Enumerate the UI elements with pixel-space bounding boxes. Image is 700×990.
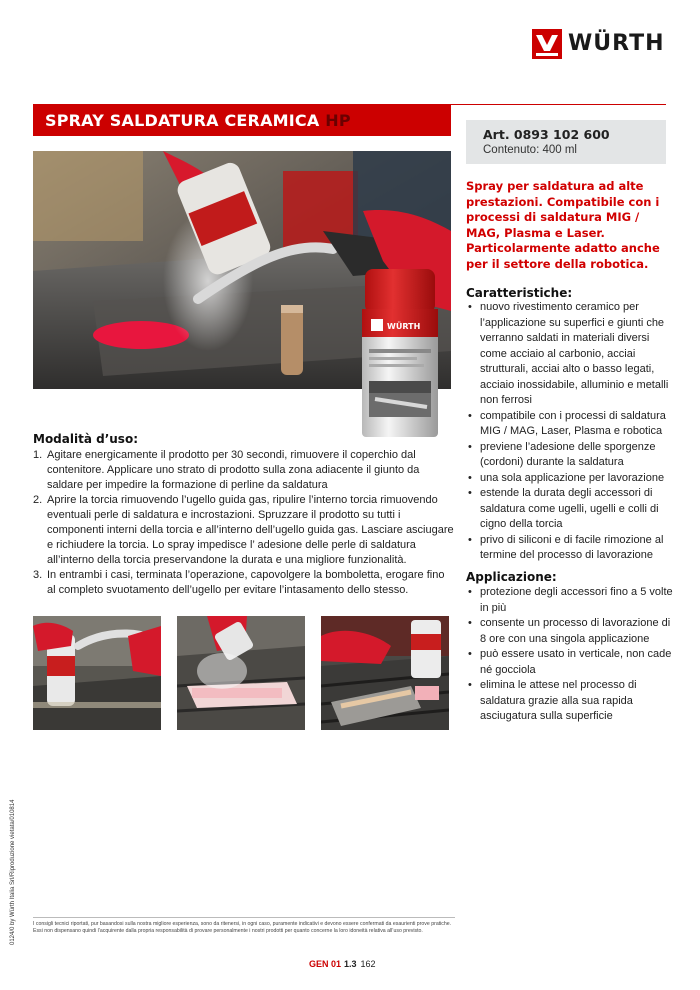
application-heading: Applicazione:: [466, 570, 557, 584]
page-footer: [309, 959, 376, 969]
logo-wordmark: WÜRTH: [568, 31, 665, 56]
article-info-box: [466, 120, 666, 164]
spray-can-image: [357, 269, 443, 441]
article-number: Art. 0893 102 600: [483, 127, 610, 142]
svg-text:WÜRTH: WÜRTH: [387, 322, 421, 331]
product-title: SPRAY SALDATURA CERAMICA HP: [45, 111, 351, 130]
usage-step: [33, 448, 455, 493]
product-title-bar: [33, 104, 451, 136]
usage-step-text: Agitare energicamente il prodotto per 30 secondi, rimuovere il coperchio dal contenitore. Applicare uno strato di prodotto sulla zona adiacente il giunto da saldare per impedire la formazione di perline da saldatura: [47, 449, 420, 491]
usage-heading: Modalità d’uso:: [33, 432, 138, 446]
title-divider: [451, 104, 666, 105]
characteristics-list: [466, 300, 674, 564]
product-title-suffix: HP: [325, 111, 351, 130]
wurth-logo: [532, 27, 670, 61]
side-copyright: 0124/0 by Würth Italia Srl/Riproduzione vietata/010814: [10, 799, 16, 945]
wurth-logo-mark-icon: [532, 29, 562, 59]
characteristics-heading: Caratteristiche:: [466, 286, 573, 300]
page-number: 162: [360, 959, 376, 969]
usage-steps: [33, 448, 455, 598]
article-content: Contenuto: 400 ml: [483, 144, 577, 156]
photo-spray-torch: [33, 616, 161, 730]
usage-step: [33, 568, 455, 598]
photo-spray-workpiece: [177, 616, 305, 730]
usage-step-text: Aprire la torcia rimuovendo l’ugello guida gas, ripulire l’interno torcia rimuovendo eventuali perle di saldatura e incrostazioni. Spruzzare il prodotto su tutti i componenti interni della torcia e all’interno dell’ugello guida gas. Lasciare asciugare e richiudere la torcia. Lo spray impedisce l’ adesione delle perle di saldatura all’interno della torcia preservandone la durata e una migliore funzionalità.: [47, 494, 454, 566]
usage-step-text: In entrambi i casi, terminata l’operazione, capovolgere la bomboletta, erogare fino al completo svuotamento dell’ugello per evitare l’intasamento dello stesso.: [47, 569, 445, 596]
disclaimer: I consigli tecnici riportati, pur basandosi sulla nostra migliore esperienza, sono da ritenersi, in ogni caso, puramente indicativi e devono essere confermati da esaurienti prove pratiche. Essi non dispensano quindi l’acquirente dalla propria responsabilità di provare personalmente i nostri prodotti per quanto concerne la loro idoneità relativa all’uso previsto.: [33, 917, 455, 935]
list-item: • può essere usato in verticale, non cade né gocciola: [466, 647, 674, 678]
list-item: • una sola applicazione per lavorazione: [466, 471, 674, 487]
product-intro: Spray per saldatura ad alte prestazioni. Compatibile con i processi di saldatura MIG / MAG, Plasma e Laser. Particolarmente adatto anche per il settore della robotica.: [466, 179, 660, 271]
usage-step-number: 1.: [33, 449, 43, 461]
list-item: • protezione degli accessori fino a 5 volte in più: [466, 585, 674, 616]
usage-step-number: 2.: [33, 494, 43, 506]
list-item: • compatibile con i processi di saldatura MIG / MAG, Laser, Plasma e robotica: [466, 409, 674, 440]
list-item: • privo di siliconi e di facile rimozione al termine del processo di lavorazione: [466, 533, 674, 564]
list-item: • consente un processo di lavorazione di 8 ore con una singola applicazione: [466, 616, 674, 647]
list-item: • elimina le attese nel processo di saldatura grazie alla sua rapida asciugatura sulla superficie: [466, 678, 674, 725]
footer-subsection: 1.3: [344, 959, 357, 969]
list-item: • previene l’adesione delle sporgenze (cordoni) durante la saldatura: [466, 440, 674, 471]
list-item: • nuovo rivestimento ceramico per l’applicazione su superfici e giunti che verranno saldati in materiali diversi come acciaio al carbonio, acciai strutturali, acciai alto o basso legati, acciaio inossidabile, alluminio e metalli non ferrosi: [466, 300, 674, 409]
footer-section: GEN 01: [309, 959, 342, 969]
usage-step-number: 3.: [33, 569, 43, 581]
photo-torch-on-plate: [321, 616, 449, 730]
list-item: • estende la durata degli accessori di saldatura come ugelli, ugelli e colli di cigno della torcia: [466, 486, 674, 533]
application-list: [466, 585, 674, 725]
usage-step: [33, 493, 455, 568]
